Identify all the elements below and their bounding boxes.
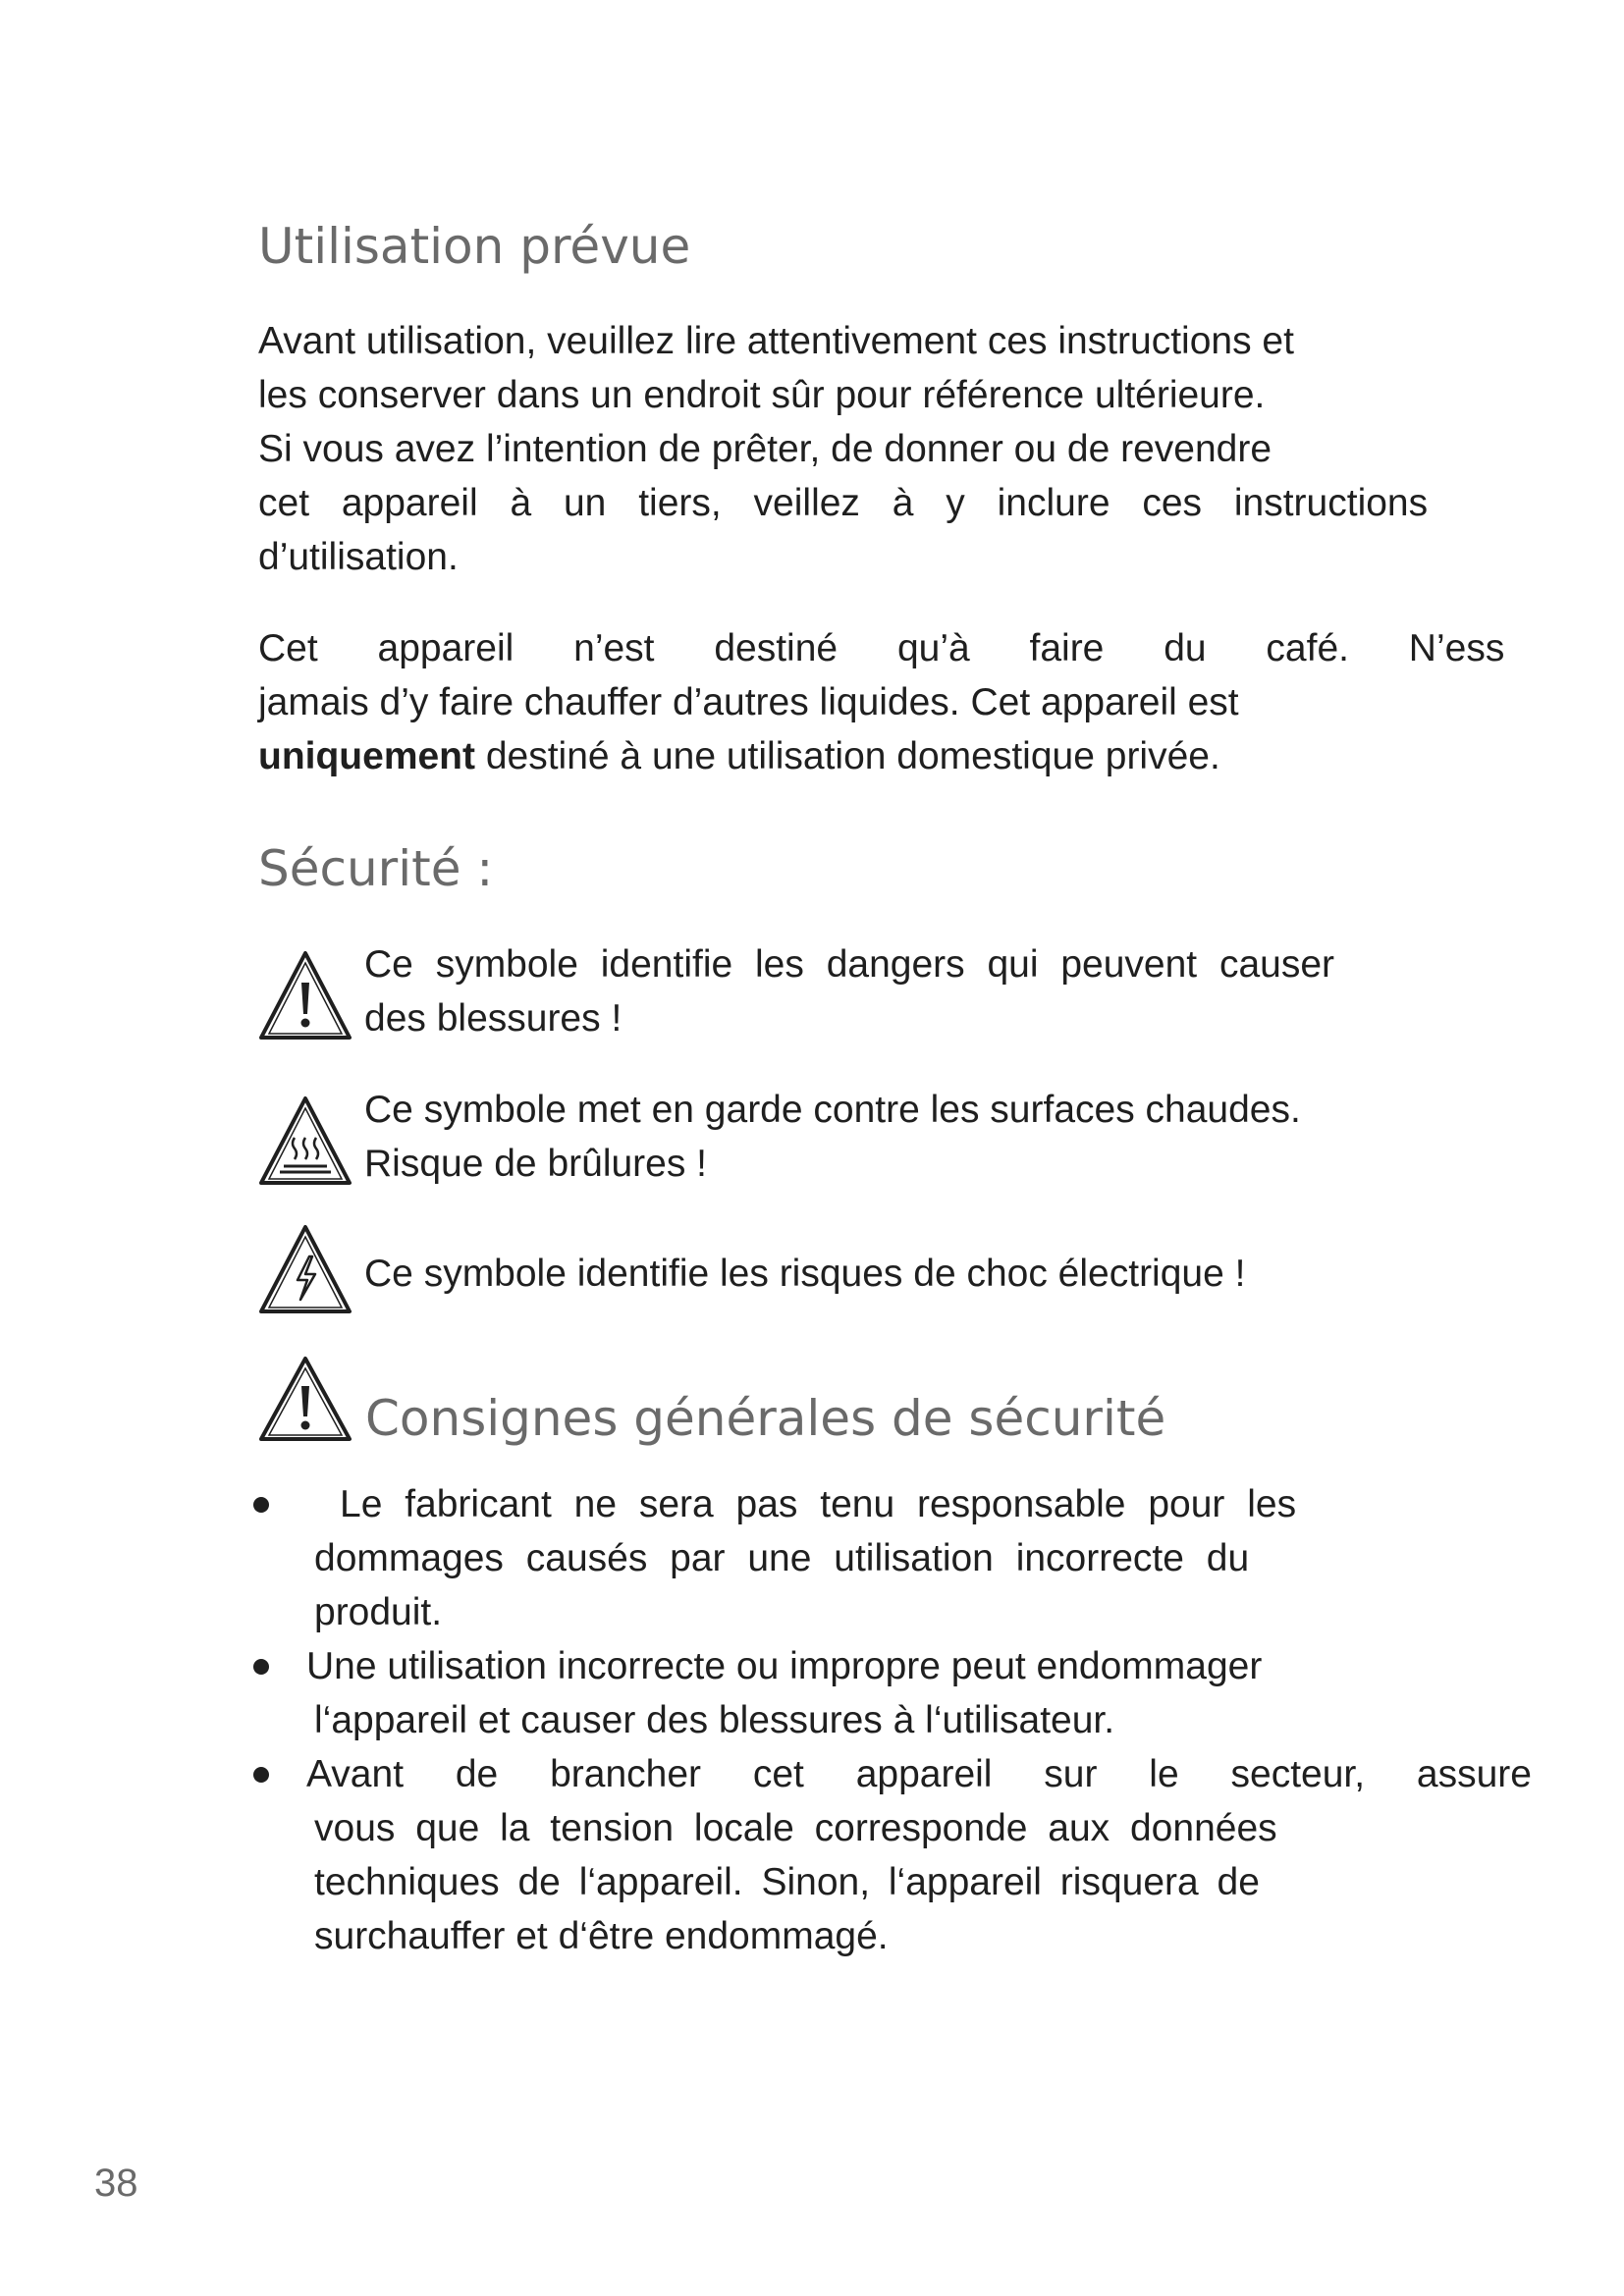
bullet-line: Une utilisation incorrecte ou impropre peut endommager <box>306 1645 1263 1687</box>
bullet-line: dommages causés par une utilisation incorrecte du <box>314 1537 1250 1579</box>
paragraph-intended-use <box>258 675 1468 783</box>
para1-line: Si vous avez l’intention de prêter, de donner ou de revendre <box>258 428 1272 470</box>
bullet-body <box>314 1477 1443 1639</box>
symbol-danger-text <box>364 937 1474 1045</box>
bullet-body <box>306 1747 1620 1963</box>
symbol-hot-surface-text <box>364 1083 1474 1191</box>
bullet-line: Le fabricant ne sera pas tenu responsable pour les <box>340 1483 1297 1525</box>
bullet-dot <box>253 1659 269 1675</box>
bullet-body <box>306 1639 1443 1747</box>
heading-intended-use: Utilisation prévue <box>258 218 691 275</box>
para2-line-cut <box>258 621 1624 675</box>
warning-exclamation-icon <box>258 949 352 1043</box>
heading-safety: Sécurité : <box>258 840 494 897</box>
bullet-line: produit. <box>314 1591 443 1633</box>
para2-line: jamais d’y faire chauffer d’autres liquides. Cet appareil est <box>258 681 1239 723</box>
page-number: 38 <box>94 2162 138 2205</box>
para1-line: les conserver dans un endroit sûr pour référence ultérieure. <box>258 374 1266 416</box>
bullet-line: l‘appareil et causer des blessures à l‘utilisateur. <box>314 1699 1115 1741</box>
hot-surface-icon <box>258 1095 352 1189</box>
para1-line: cet appareil à un tiers, veillez à y inclure ces instructions <box>258 482 1429 524</box>
symbol-text-line: Ce symbole met en garde contre les surfaces chaudes. <box>364 1089 1301 1131</box>
bullet-dot <box>253 1767 269 1783</box>
para2-line-rest: destiné à une utilisation domestique privée. <box>475 735 1220 777</box>
symbol-text-line: Ce symbole identifie les risques de choc électrique ! <box>364 1253 1246 1295</box>
para2-line <box>258 729 1468 783</box>
warning-exclamation-icon <box>258 1355 352 1443</box>
symbol-text-line: Ce symbole identifie les dangers qui peuvent causer <box>364 943 1335 986</box>
paragraph-read-instructions <box>258 314 1468 584</box>
symbol-electric-text <box>364 1247 1474 1301</box>
electric-shock-icon <box>258 1223 352 1317</box>
bullet-line: techniques de l‘appareil. Sinon, l‘appareil risquera de <box>314 1861 1260 1903</box>
emphasis-only: uniquement <box>258 735 475 777</box>
bullet-dot <box>253 1497 269 1513</box>
para1-line: Avant utilisation, veuillez lire attentivement ces instructions et <box>258 320 1294 362</box>
symbol-text-line: Risque de brûlures ! <box>364 1143 708 1185</box>
symbol-text-line: des blessures ! <box>364 997 623 1040</box>
para1-line: d’utilisation. <box>258 536 459 578</box>
bullet-line: vous que la tension locale corresponde aux données <box>314 1807 1277 1849</box>
bullet-line: surchauffer et d‘être endommagé. <box>314 1915 889 1957</box>
para2-line: Cet appareil n’est destiné qu’à faire du café. N’ess <box>258 627 1505 669</box>
heading-general-safety: Consignes générales de sécurité <box>365 1390 1166 1447</box>
bullet-line: Avant de brancher cet appareil sur le secteur, assure <box>306 1753 1532 1795</box>
